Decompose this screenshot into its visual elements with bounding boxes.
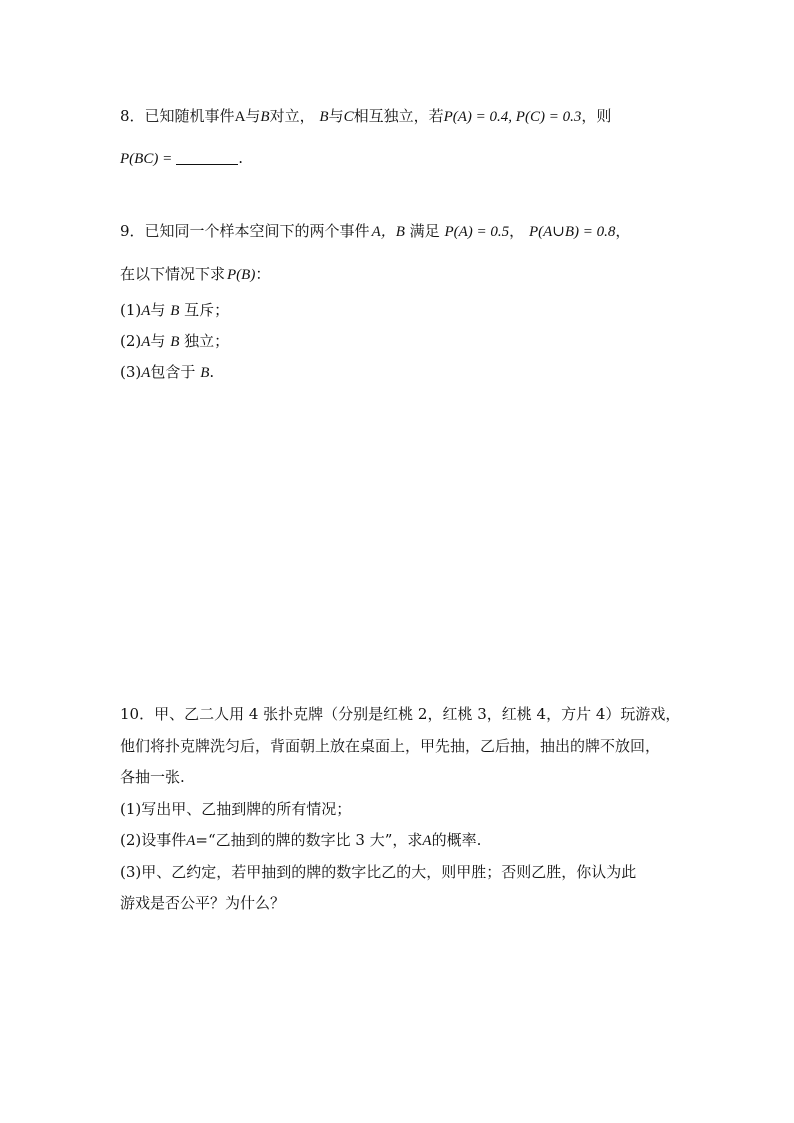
- q10-line-2: 他们将扑克牌洗匀后，背面朝上放在桌面上，甲先抽，乙后抽，抽出的牌不放回，: [120, 737, 661, 755]
- answer-blank[interactable]: [176, 150, 238, 165]
- q8-text: 已知随机事件: [144, 107, 235, 125]
- q9-line-2: [120, 264, 270, 285]
- q10-item-2: [120, 830, 481, 851]
- event-b: B: [260, 109, 270, 125]
- q8-text: 相互独立，若: [353, 107, 444, 125]
- q10-item-3b: 游戏是否公平？为什么？: [120, 894, 286, 912]
- q10-item-1: (1)写出甲、乙抽到牌的所有情况；: [120, 800, 352, 818]
- q8-text: .: [238, 149, 243, 167]
- q9-item-1: [120, 300, 229, 321]
- q9-text: 包含于: [150, 363, 196, 381]
- q9-item-3: [120, 362, 214, 383]
- item-label: (2): [120, 332, 142, 350]
- q9-number: 9．: [120, 222, 145, 240]
- event-a: A: [141, 303, 151, 319]
- q8-text: 对立，: [269, 107, 315, 125]
- event-a: A: [141, 365, 151, 381]
- q10-line-1: 10．甲、乙二人用 4 张扑克牌（分别是红桃 2，红桃 3，红桃 4，方片 4）玩游戏，: [120, 705, 681, 723]
- event-a: A: [422, 833, 432, 849]
- q9-text: 独立；: [184, 332, 230, 350]
- q9-text: 在以下情况下求: [120, 265, 226, 283]
- q9-text: ：: [255, 265, 271, 283]
- q9-text: .: [209, 363, 215, 381]
- q10-text: 的概率.: [431, 831, 482, 849]
- q8-number: 8．: [120, 107, 145, 125]
- event-b: B: [170, 303, 180, 319]
- q9-formula-pa: P(A) = 0.5: [444, 224, 510, 240]
- event-b: B: [319, 109, 329, 125]
- q10-text: (2)设事件: [120, 831, 187, 849]
- event-b: B: [200, 365, 210, 381]
- q8-text: ，则: [581, 107, 612, 125]
- event-c: C: [343, 109, 354, 125]
- q9-text: 与: [150, 301, 166, 319]
- item-label: (3): [120, 363, 142, 381]
- q8-line-2: [120, 148, 243, 169]
- item-label: (1): [120, 301, 142, 319]
- q10-text: =“乙抽到的牌的数字比 3 大”，求: [195, 831, 423, 849]
- q9-text: ，: [615, 222, 631, 240]
- q9-item-2: [120, 331, 229, 352]
- q9-formula-paub: P(A∪B) = 0.8: [528, 224, 616, 240]
- q8-given-probabilities: P(A) = 0.4, P(C) = 0.3: [443, 109, 582, 125]
- q9-text: 互斥；: [184, 301, 230, 319]
- events-a-b: A，B: [371, 224, 405, 240]
- event-a: A: [186, 833, 196, 849]
- q10-item-3a: (3)甲、乙约定，若甲抽到的牌的数字比乙的大，则甲胜；否则乙胜，你认为此: [120, 863, 637, 881]
- q9-text: 已知同一个样本空间下的两个事件: [144, 222, 370, 240]
- q9-text: 与: [150, 332, 166, 350]
- q9-formula-pb: P(B): [227, 267, 256, 283]
- q8-line-1: [120, 106, 611, 127]
- event-a: A: [141, 334, 151, 350]
- q9-line-1: [120, 221, 630, 242]
- event-b: B: [170, 334, 180, 350]
- q8-text: 与: [328, 107, 344, 125]
- event-a: A: [234, 109, 246, 125]
- q8-text: 与: [245, 107, 261, 125]
- q8-target-formula: P(BC) =: [120, 151, 173, 167]
- q10-line-3: 各抽一张.: [120, 768, 185, 786]
- q9-text: ，: [509, 222, 525, 240]
- q9-text: 满足: [409, 222, 440, 240]
